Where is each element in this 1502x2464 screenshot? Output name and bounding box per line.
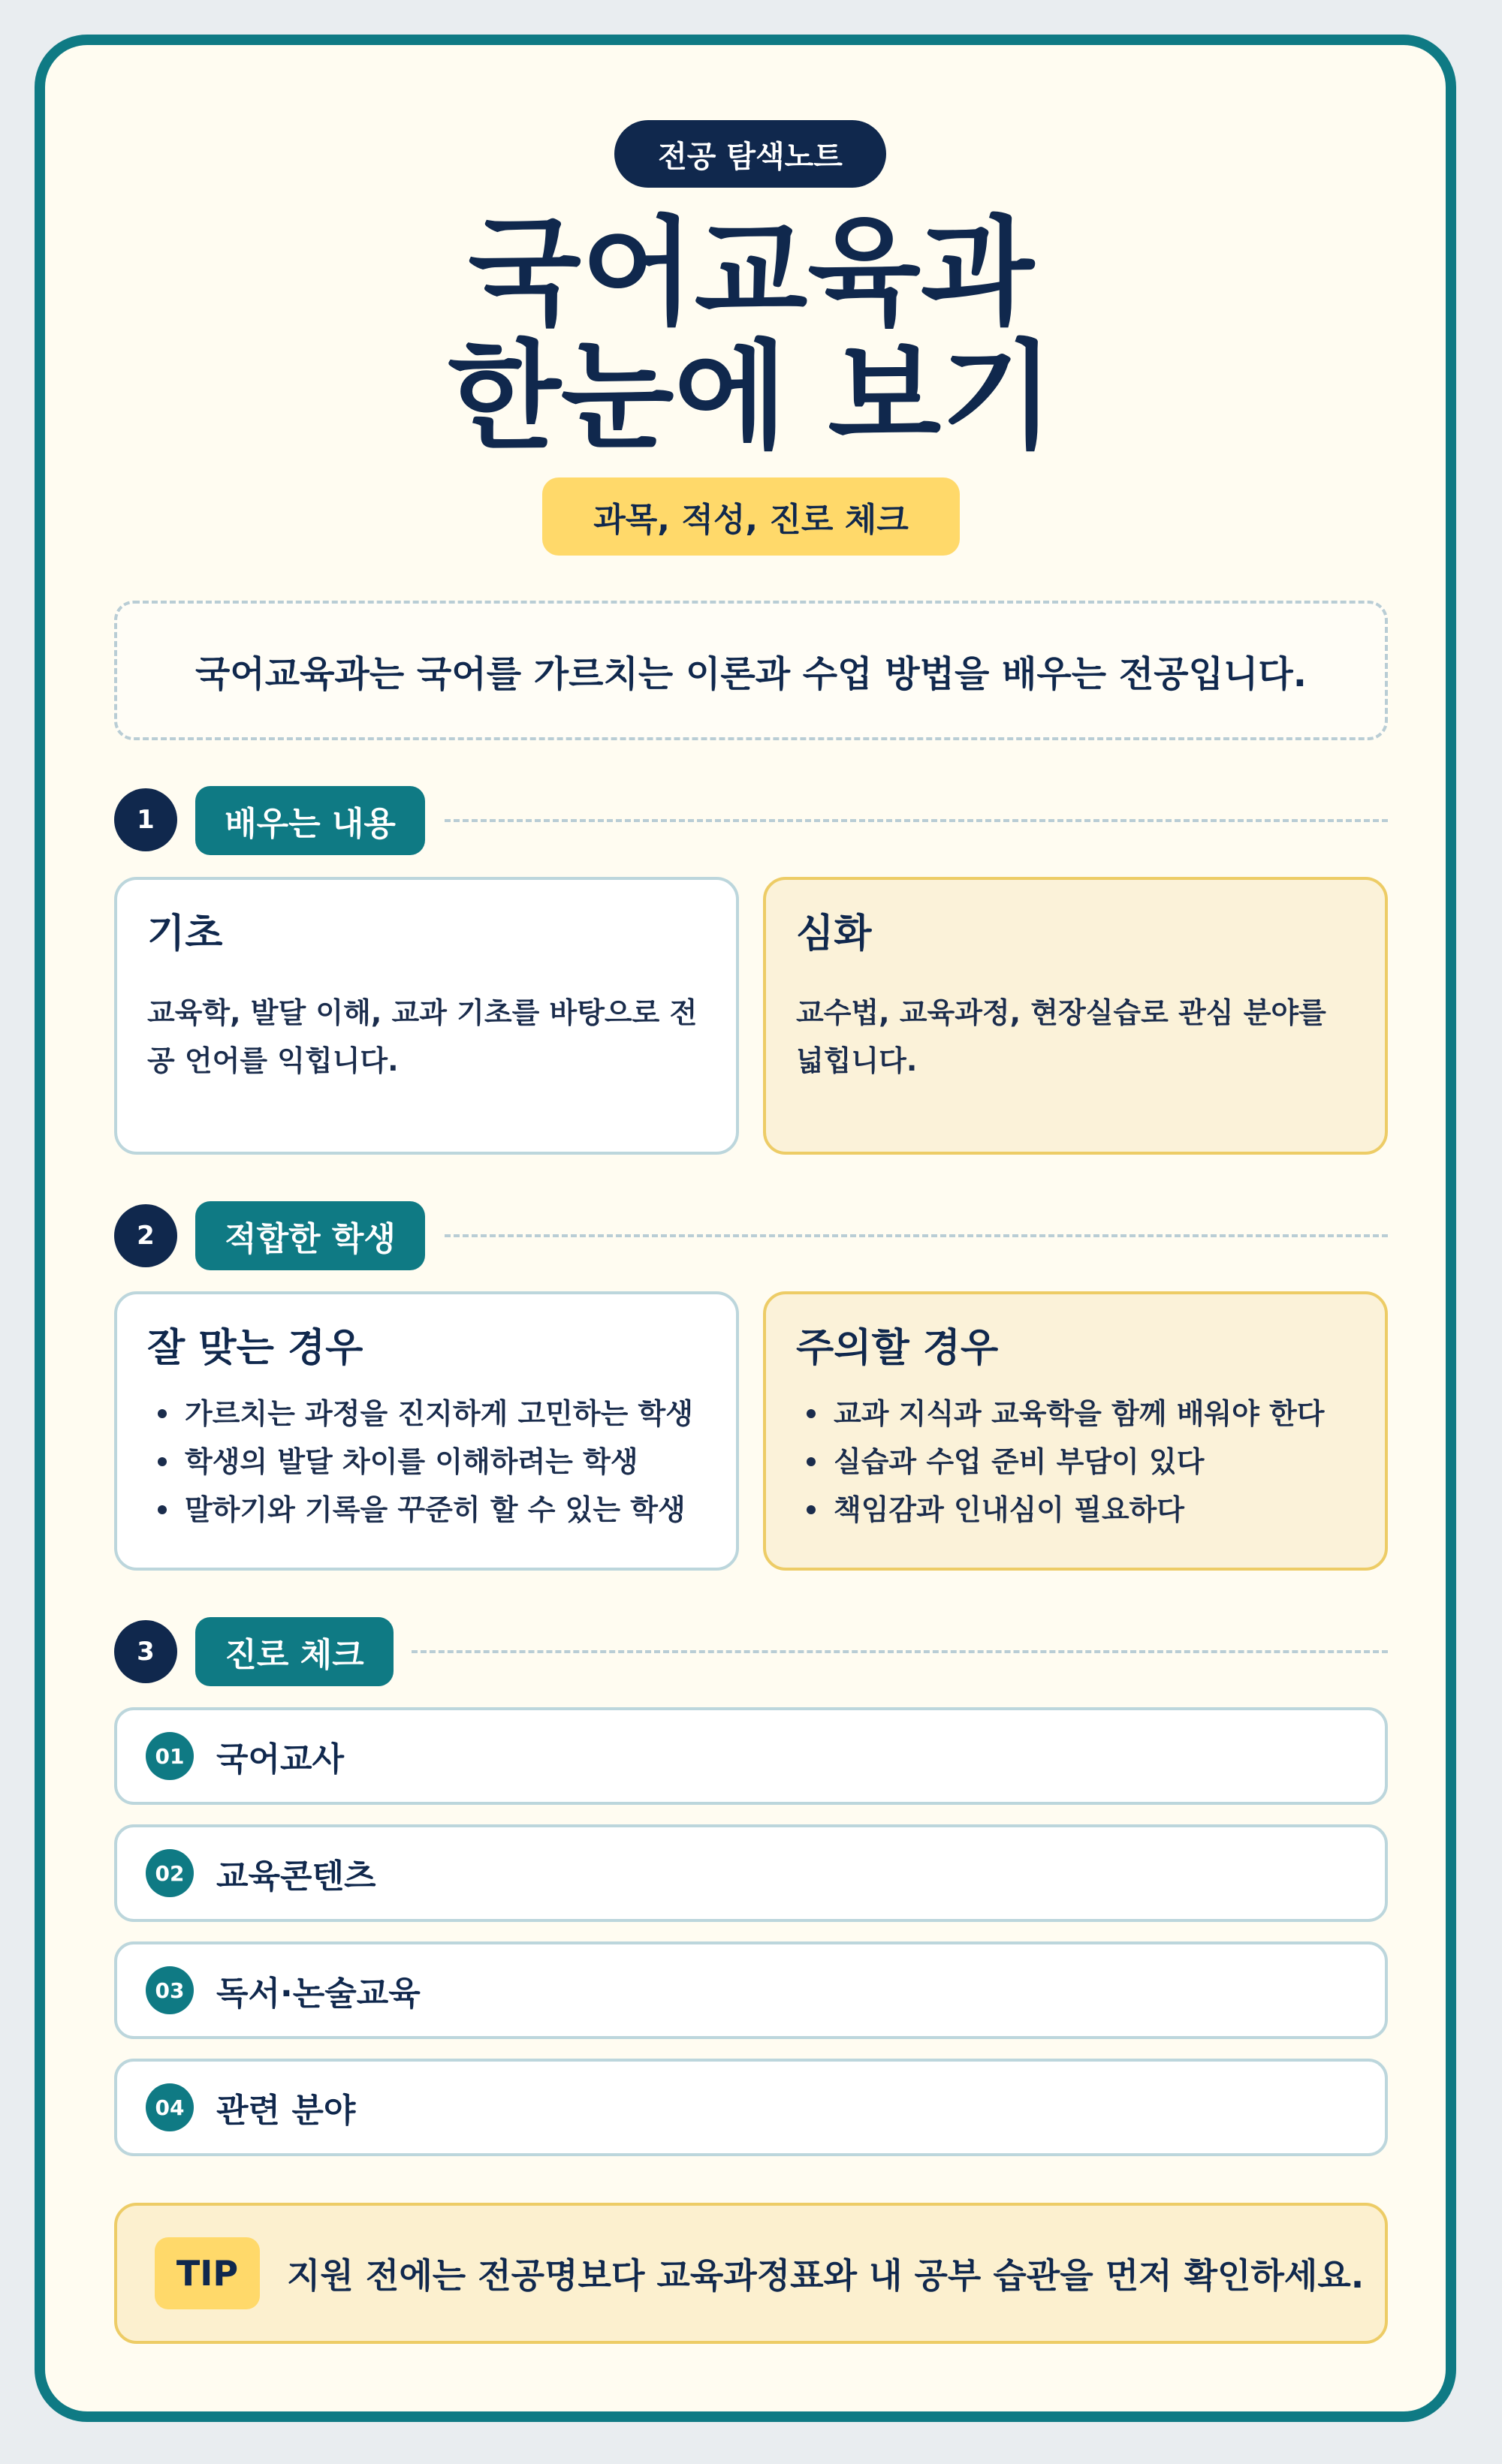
list-item: 학생의 발달 차이를 이해하려는 학생: [147, 1438, 706, 1486]
career-item-number: 02: [146, 1849, 194, 1897]
fit-caution-card: [763, 1291, 1388, 1571]
section-divider: [412, 1650, 1388, 1653]
career-item-number: 03: [146, 1966, 194, 2014]
career-item-number: 01: [146, 1732, 194, 1780]
tip-box: [114, 2203, 1388, 2344]
fit-good-title: 잘 맞는 경우: [147, 1326, 363, 1371]
section-number-3: 3: [114, 1620, 177, 1683]
career-item-number: 04: [146, 2083, 194, 2131]
list-item: 책임감과 인내심이 필요하다: [796, 1486, 1355, 1534]
section-title-career: 진로 체크: [195, 1617, 394, 1686]
section-divider: [445, 1234, 1388, 1237]
career-item-label: 독서·논술교육: [216, 1975, 421, 2013]
career-item: [114, 1707, 1388, 1805]
career-item: [114, 1941, 1388, 2039]
header-badge: 전공 탐색노트: [614, 120, 886, 188]
page-subtitle: 과목, 적성, 진로 체크: [542, 477, 960, 556]
section-divider: [445, 819, 1388, 822]
career-item-label: 국어교사: [216, 1740, 345, 1779]
fit-good-card: [114, 1291, 739, 1571]
page-title-line2: 한눈에 보기: [448, 328, 1054, 465]
list-item: 가르치는 과정을 진지하게 고민하는 학생: [147, 1390, 706, 1438]
learn-basic-title: 기초: [147, 911, 223, 956]
section-number-1: 1: [114, 788, 177, 851]
learn-advanced-card: [763, 877, 1388, 1155]
intro-box: 국어교육과는 국어를 가르치는 이론과 수업 방법을 배우는 전공입니다.: [114, 601, 1388, 740]
page-title-line1: 국어교육과: [468, 204, 1034, 341]
tip-badge: TIP: [155, 2237, 260, 2309]
learn-advanced-title: 심화: [796, 911, 872, 956]
career-item-label: 교육콘텐츠: [216, 1857, 376, 1896]
list-item: 실습과 수업 준비 부담이 있다: [796, 1438, 1355, 1486]
career-item: [114, 1824, 1388, 1922]
learn-advanced-text: 교수법, 교육과정, 현장실습로 관심 분야를 넓힙니다.: [796, 996, 1326, 1078]
list-item: 말하기와 기록을 꾸준히 할 수 있는 학생: [147, 1486, 706, 1534]
fit-caution-title: 주의할 경우: [796, 1326, 999, 1371]
tip-text: 지원 전에는 전공명보다 교육과정표와 내 공부 습관을 먼저 확인하세요.: [287, 2255, 1365, 2296]
section-title-learn: 배우는 내용: [195, 786, 425, 855]
section-number-2: 2: [114, 1204, 177, 1267]
section-title-fit: 적합한 학생: [195, 1201, 425, 1270]
career-item-label: 관련 분야: [216, 2092, 356, 2130]
career-item: [114, 2059, 1388, 2156]
list-item: 교과 지식과 교육학을 함께 배워야 한다: [796, 1390, 1355, 1438]
learn-basic-card: [114, 877, 739, 1155]
learn-basic-text: 교육학, 발달 이해, 교과 기초를 바탕으로 전 공 언어를 익힙니다.: [147, 996, 698, 1078]
